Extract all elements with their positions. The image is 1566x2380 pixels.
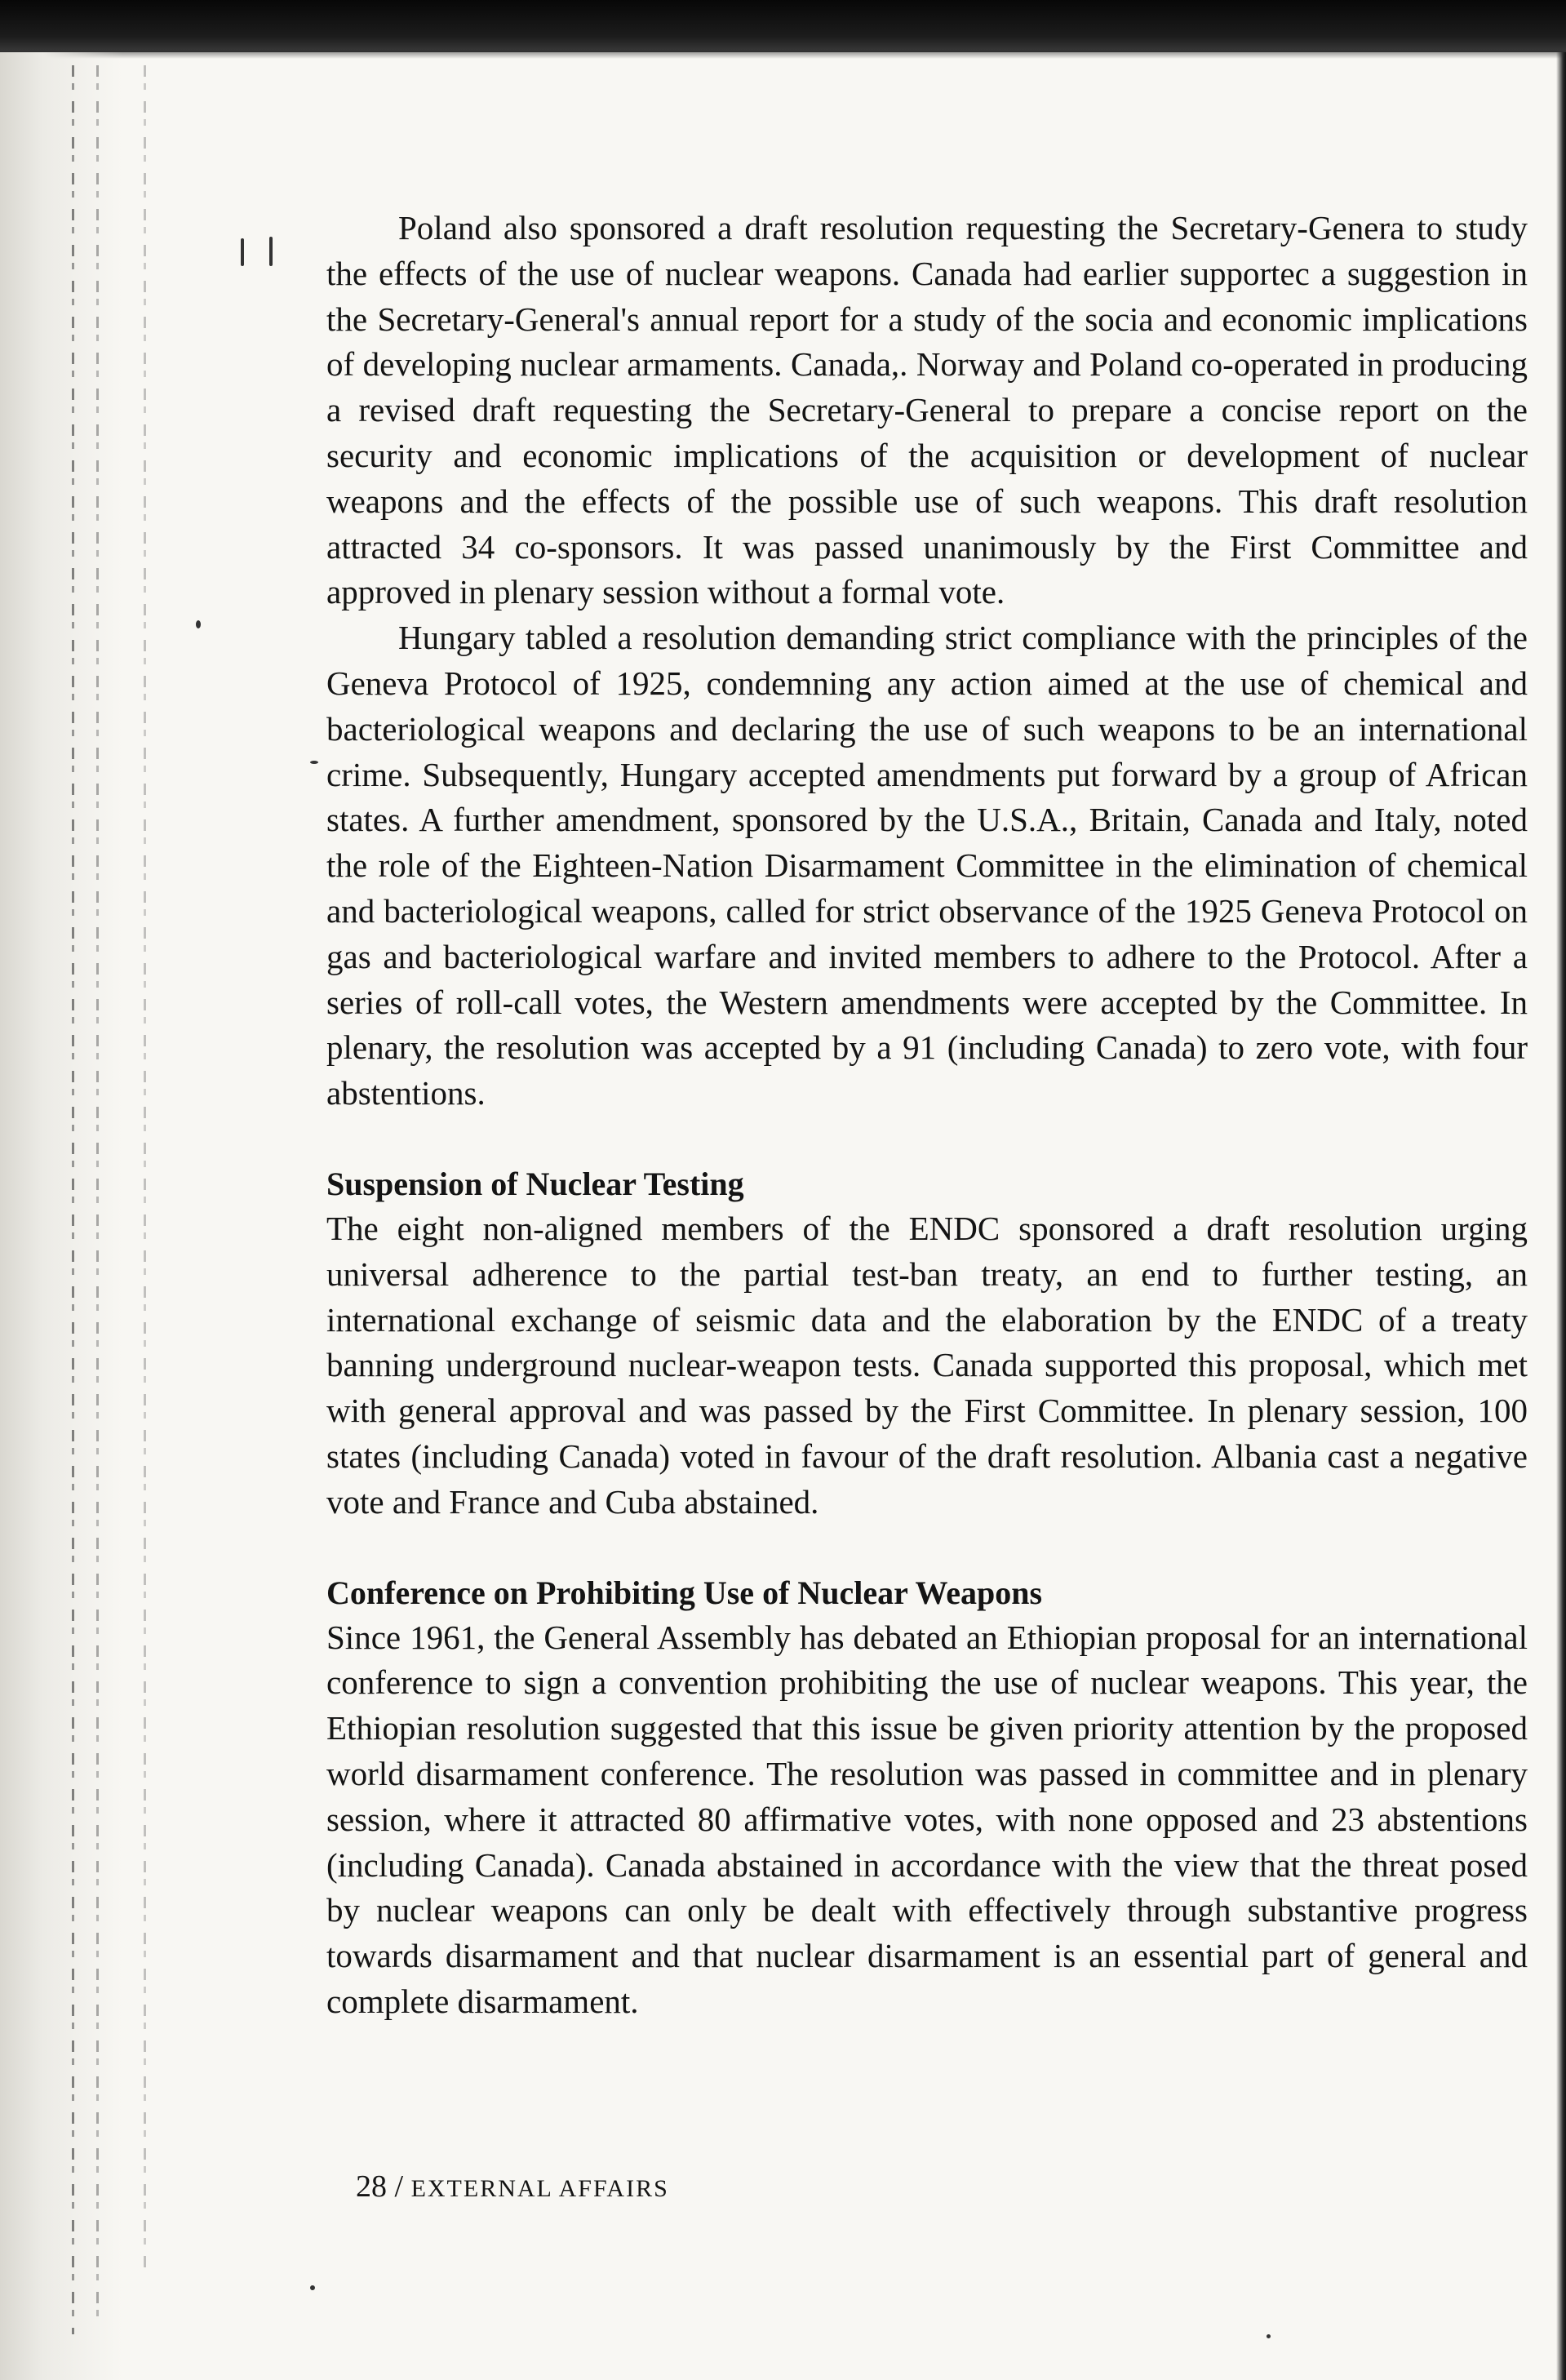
scan-speck xyxy=(310,761,318,764)
page-footer xyxy=(356,2166,669,2209)
page-body xyxy=(326,206,1528,2025)
binding-line xyxy=(96,65,99,2318)
scan-speck xyxy=(1267,2334,1271,2338)
scan-top-shadow xyxy=(0,51,1566,59)
page-number: 28 / xyxy=(356,2169,404,2204)
paragraph-poland-resolution: Poland also sponsored a draft resolution requesting the Secretary-Genera to study the effects of the use of nuclear weapons. Canada had earlier supportec a suggestion in the Secretary-General's annual report for a study of the socia and economic implications of developing nuclear armaments. Canada,. Norway and Poland co-operated in producing a revised draft requesting the Secretary-General to prepare a concise report on the security and economic implications of the acquisition or development of nuclear weapons and the effects of the possible use of such weapons. This draft resolution attracted 34 co-sponsors. It was passed unanimously by the First Committee and approved in plenary session without a formal vote. xyxy=(326,209,1528,611)
section-spacer xyxy=(326,1117,1528,1162)
scan-top-border xyxy=(0,0,1566,52)
paragraph-hungary-resolution: Hungary tabled a resolution demanding strict compliance with the principles of the Geneva Protocol of 1925, condemning any action aimed at the use of chemical and bacteriological weapons and declaring the use of such weapons to be an international crime. Subsequently, Hungary accepted amendments put forward by a group of African states. A further amendment, sponsored by the U.S.A., Britain, Canada and Italy, noted the role of the Eighteen-Nation Disarmament Committee in the elimination of chemical and bacteriological weapons, called for strict observance of the 1925 Geneva Protocol on gas and bacteriological warfare and invited members to adhere to the Protocol. After a series of roll-call votes, the Western amendments were accepted by the Committee. In plenary, the resolution was accepted by a 91 (including Canada) to zero vote, with four abstentions. xyxy=(326,619,1528,1112)
binding-line xyxy=(72,65,74,2334)
heading-conference-nuclear-weapons: Conference on Prohibiting Use of Nuclear Weapons xyxy=(326,1574,1043,1611)
paragraph-conference-nuclear-weapons: Since 1961, the General Assembly has debated an Ethiopian proposal for an international conference to sign a convention prohibiting the use of nuclear weapons. This year, the Ethiopian resolution suggested that this issue be given priority attention by the proposed world disarmament conference. The resolution was passed in committee and in plenary session, where it attracted 80 affirmative votes, with none opposed and 23 abstentions (including Canada). Canada abstained in accordance with the view that the threat posed by nuclear weapons can only be dealt with effectively through substantive progress towards disarmament and that nuclear disarmament is an essential part of general and complete disarmament. xyxy=(326,1618,1528,2020)
section-spacer xyxy=(326,1525,1528,1571)
scan-speck xyxy=(310,2285,315,2290)
scan-mark xyxy=(269,237,273,266)
scan-speck xyxy=(196,620,201,628)
paragraph-suspension-nuclear-testing: The eight non-aligned members of the ENDC sponsored a draft resolution urging universal adherence to the partial test-ban treaty, an end to further testing, an international exchange of seismic data and the elaboration by the ENDC of a treaty banning underground nuclear-weapon tests. Canada supported this proposal, which met with general approval and was passed by the First Committee. In plenary session, 100 states (including Canada) voted in favour of the draft resolution. Albania cast a negative vote and France and Cuba abstained. xyxy=(326,1209,1528,1521)
running-title: EXTERNAL AFFAIRS xyxy=(410,2175,669,2202)
scan-mark xyxy=(241,238,244,266)
page-right-edge xyxy=(1556,52,1566,2380)
binding-shadow xyxy=(0,52,122,2380)
binding-line xyxy=(144,65,146,2269)
heading-suspension-nuclear-testing: Suspension of Nuclear Testing xyxy=(326,1165,744,1202)
